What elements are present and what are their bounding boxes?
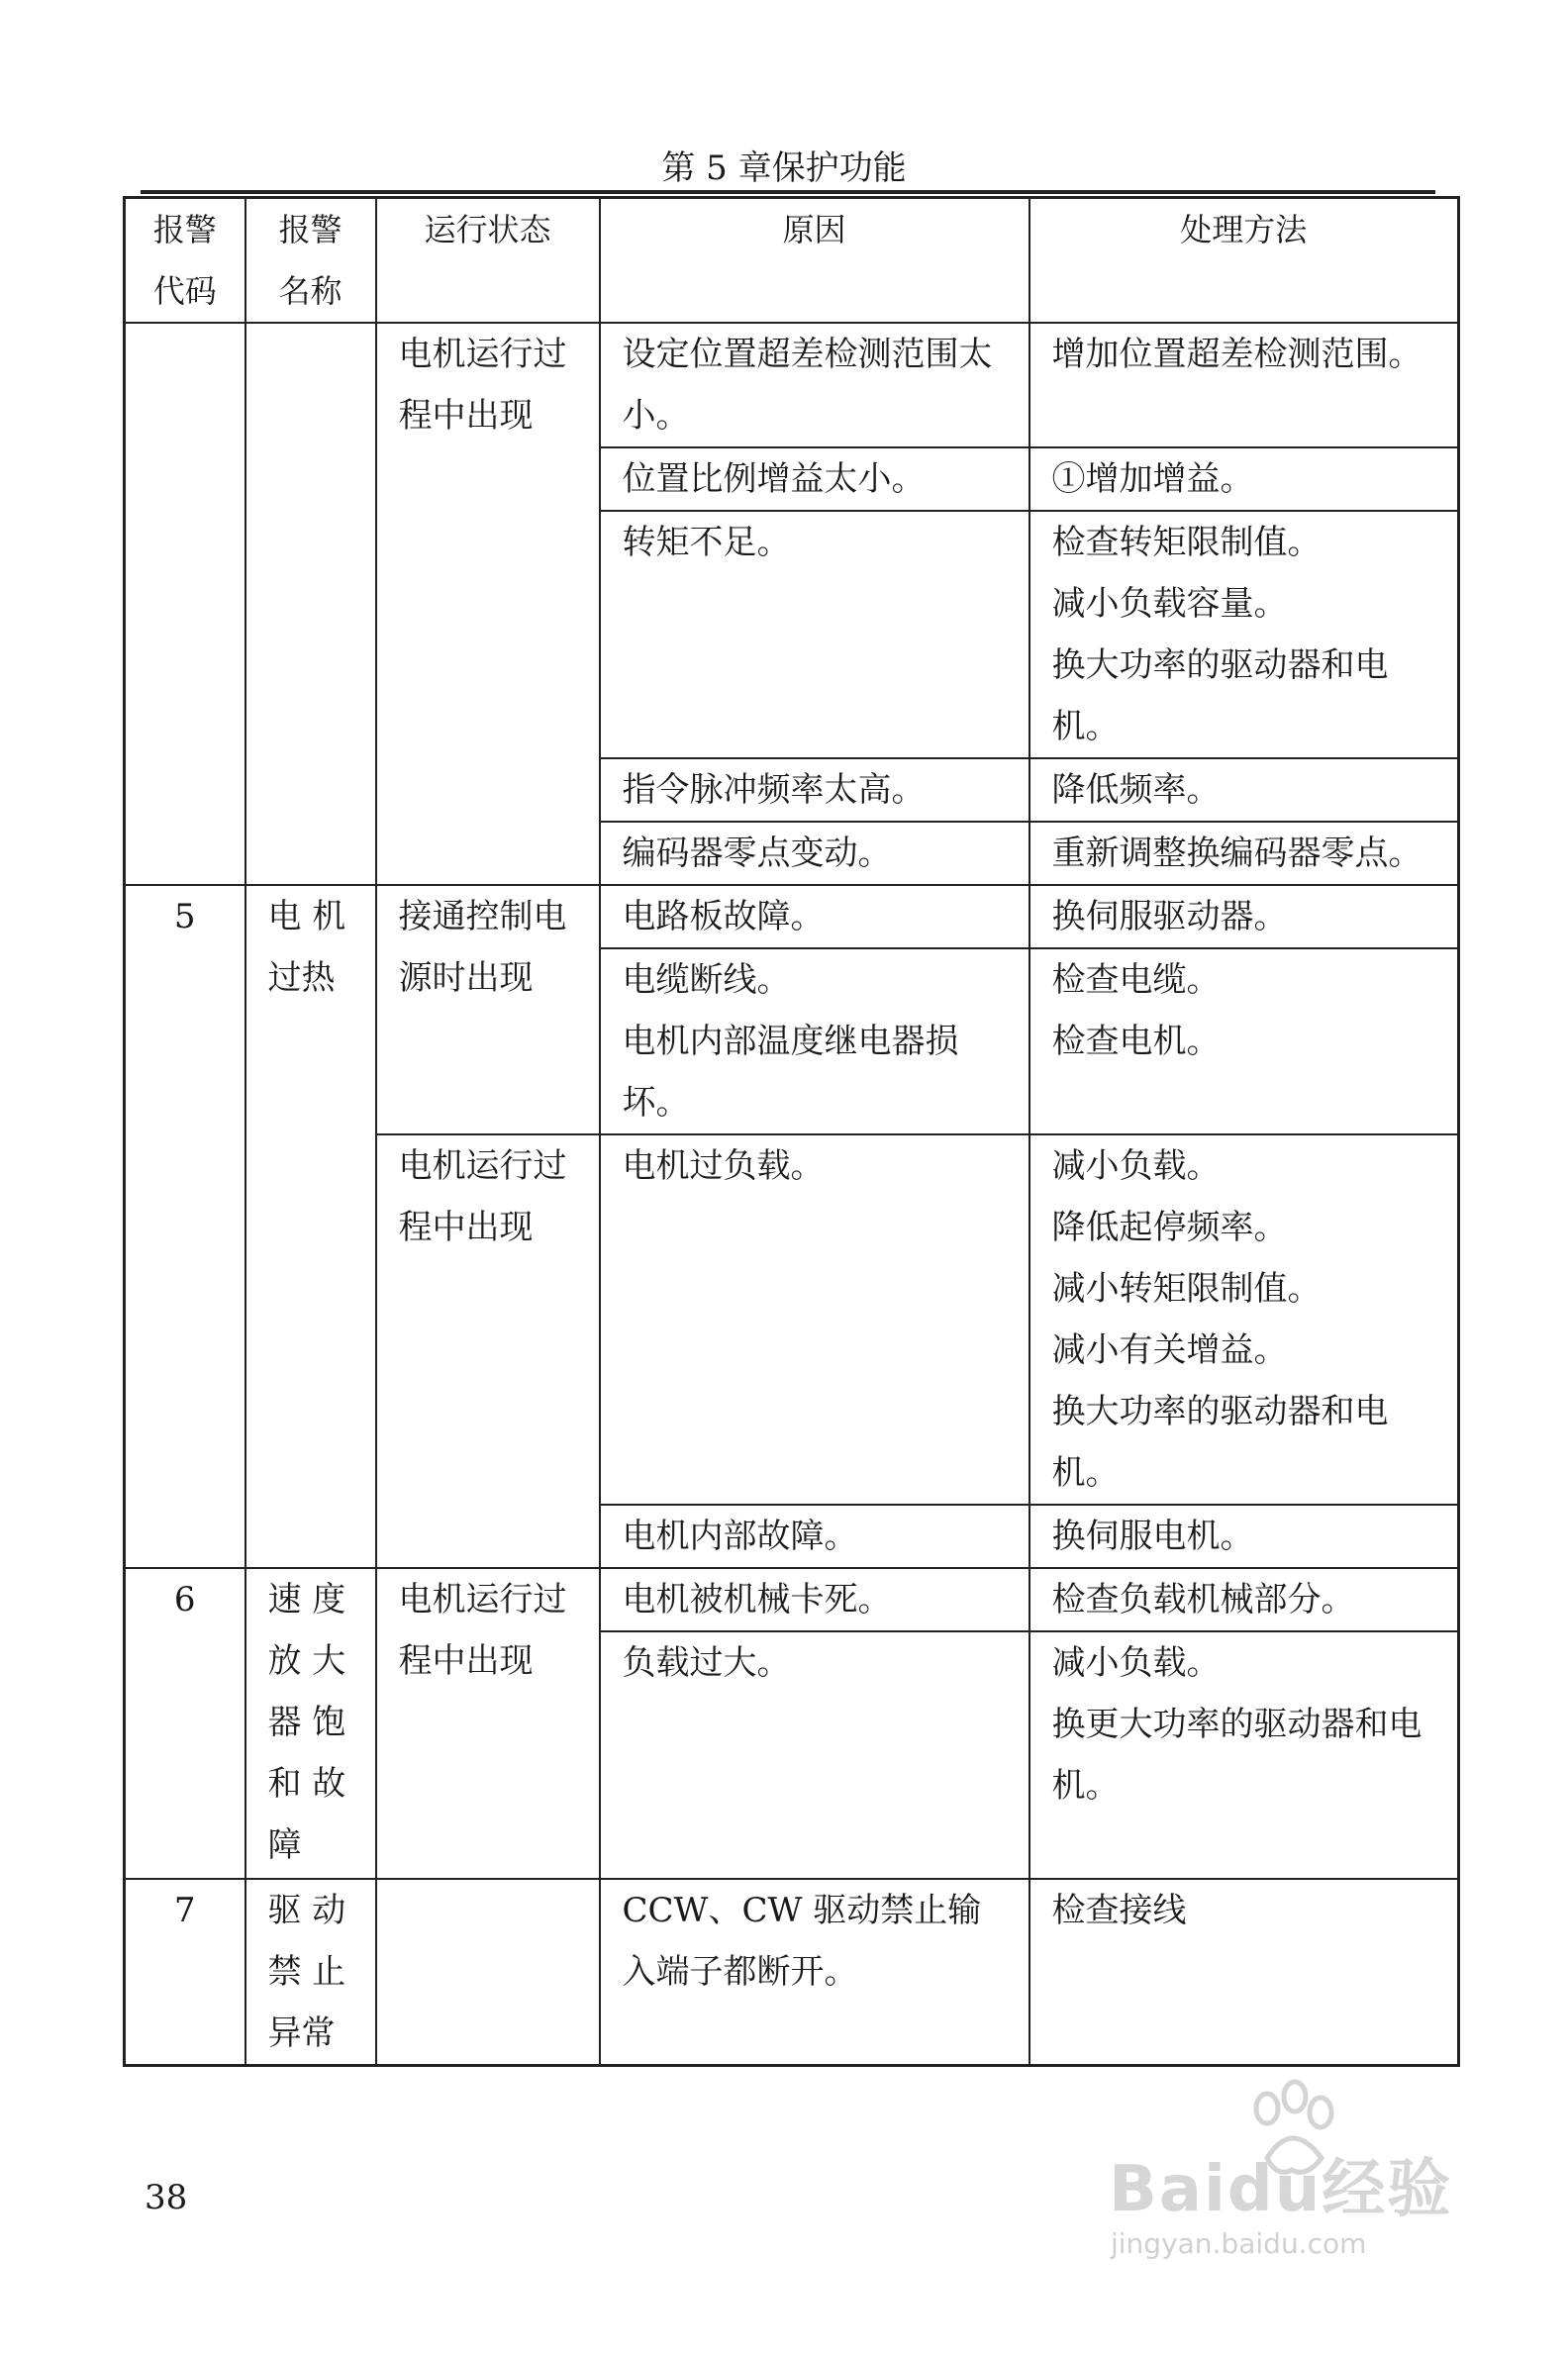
remedy-cell: 换伺服电机。	[1029, 1505, 1459, 1568]
cause-cell: CCW、CW 驱动禁止输入端子都断开。	[600, 1879, 1029, 2066]
watermark-brand: Baidu经验	[1109, 2153, 1453, 2226]
alarm-name-cell: 速 度 放 大 器 饱 和 故 障	[245, 1568, 376, 1879]
run-state-cell: 电机运行过程中出现	[376, 1568, 600, 1879]
baidu-watermark	[1099, 2079, 1455, 2277]
table-row	[125, 885, 1459, 948]
run-state-cell: 电机运行过程中出现	[376, 323, 600, 885]
alarm-code-cell: 7	[125, 1879, 245, 2066]
run-state-cell: 接通控制电源时出现	[376, 885, 600, 1134]
alarm-code-cell: 5	[125, 885, 245, 1568]
table-header-row	[125, 198, 1459, 324]
alarm-name-cell: 电 机 过热	[245, 885, 376, 1568]
remedy-cell: 减小负载。 降低起停频率。 减小转矩限制值。 减小有关增益。 换大功率的驱动器和电机。	[1029, 1134, 1459, 1505]
remedy-cell: 检查接线	[1029, 1879, 1459, 2066]
cause-cell: 电机被机械卡死。	[600, 1568, 1029, 1631]
header-cause: 原因	[600, 198, 1029, 324]
header-rule	[141, 190, 1435, 194]
alarm-code-cell: 6	[125, 1568, 245, 1879]
cause-cell: 电机内部故障。	[600, 1505, 1029, 1568]
remedy-cell: 检查负载机械部分。	[1029, 1568, 1459, 1631]
chapter-title: 第 5 章保护功能	[661, 148, 907, 188]
remedy-cell: 检查电缆。 检查电机。	[1029, 948, 1459, 1134]
table-row	[125, 1879, 1459, 2066]
header-alarm-name: 报警 名称	[245, 198, 376, 324]
table-row	[125, 323, 1459, 447]
remedy-cell: 降低频率。	[1029, 758, 1459, 822]
cause-cell: 电缆断线。 电机内部温度继电器损坏。	[600, 948, 1029, 1134]
remedy-cell: 减小负载。 换更大功率的驱动器和电机。	[1029, 1631, 1459, 1879]
page-number: 38	[145, 2178, 188, 2217]
remedy-cell: 增加位置超差检测范围。	[1029, 323, 1459, 447]
header-remedy: 处理方法	[1029, 198, 1459, 324]
cause-cell: 电路板故障。	[600, 885, 1029, 948]
remedy-cell: 检查转矩限制值。 减小负载容量。 换大功率的驱动器和电机。	[1029, 511, 1459, 758]
cause-cell: 编码器零点变动。	[600, 822, 1029, 885]
run-state-cell	[376, 1879, 600, 2066]
remedy-cell: ①增加增益。	[1029, 447, 1459, 511]
watermark-url: jingyan.baidu.com	[1111, 2227, 1367, 2260]
header-alarm-code: 报警 代码	[125, 198, 245, 324]
alarm-table	[123, 196, 1460, 2067]
alarm-name-cell	[245, 323, 376, 885]
table-row	[125, 1568, 1459, 1631]
remedy-cell: 换伺服驱动器。	[1029, 885, 1459, 948]
header-run-state: 运行状态	[376, 198, 600, 324]
cause-cell: 负载过大。	[600, 1631, 1029, 1879]
alarm-code-cell	[125, 323, 245, 885]
run-state-cell: 电机运行过程中出现	[376, 1134, 600, 1568]
remedy-cell: 重新调整换编码器零点。	[1029, 822, 1459, 885]
cause-cell: 指令脉冲频率太高。	[600, 758, 1029, 822]
cause-cell: 位置比例增益太小。	[600, 447, 1029, 511]
alarm-name-cell: 驱 动 禁 止 异常	[245, 1879, 376, 2066]
cause-cell: 电机过负载。	[600, 1134, 1029, 1505]
cause-cell: 转矩不足。	[600, 511, 1029, 758]
cause-cell: 设定位置超差检测范围太小。	[600, 323, 1029, 447]
